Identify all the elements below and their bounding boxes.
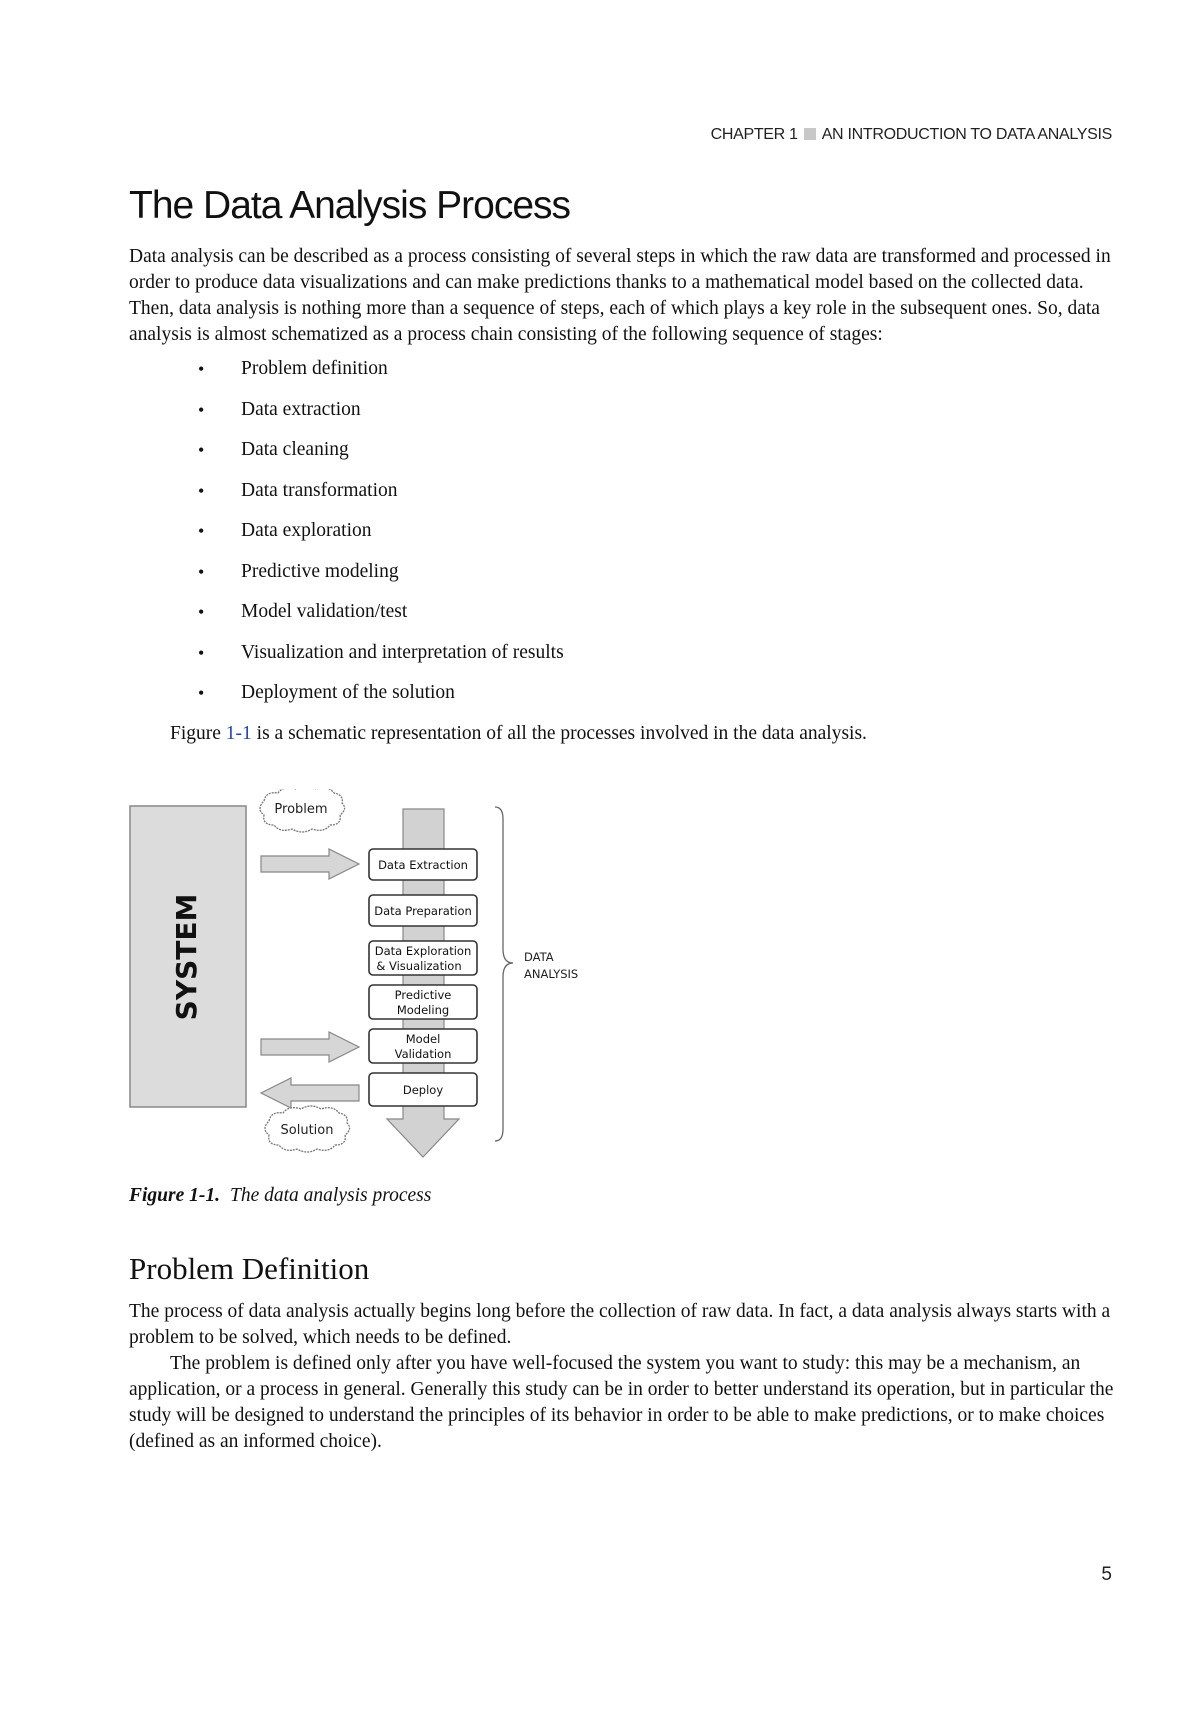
bullet-icon: • (198, 480, 205, 501)
list-item: • Visualization and interpretation of results (129, 640, 1114, 666)
problem-label: Problem (274, 801, 328, 817)
brace-label-line2: ANALYSIS (524, 966, 579, 981)
step-label: Data Extraction (378, 857, 468, 872)
bullet-icon: • (198, 359, 205, 379)
bullet-icon: • (198, 561, 205, 582)
step-label: Data Preparation (374, 903, 472, 918)
figure-data-analysis-process (129, 789, 599, 1179)
input-arrow-top (261, 849, 359, 879)
running-header (711, 126, 1112, 144)
list-item: • Data extraction (129, 397, 1114, 423)
list-item: • Deployment of the solution (129, 680, 1114, 706)
caption-label: Figure 1-1. (129, 1184, 221, 1206)
process-diagram (129, 789, 599, 1179)
step-label: Deploy (402, 1082, 444, 1097)
bullet-icon: • (198, 683, 205, 703)
page-number: 5 (1101, 1564, 1112, 1585)
list-item: • Problem definition (129, 356, 1114, 382)
chapter-number: CHAPTER 1 (710, 126, 798, 143)
solution-label: Solution (280, 1122, 334, 1138)
list-item: • Predictive modeling (129, 559, 1114, 585)
brace-label-line1: DATA (524, 949, 554, 964)
step-label: Data Exploration (374, 943, 472, 958)
chapter-title: AN INTRODUCTION TO DATA ANALYSIS (821, 126, 1112, 143)
page-content (129, 184, 1114, 1455)
bullet-icon: • (198, 440, 205, 460)
bullet-icon: • (198, 399, 205, 420)
step-label: Modeling (396, 1002, 450, 1017)
caption-text: The data analysis process (230, 1184, 432, 1206)
figure-reference-paragraph: Figure 1-1 is a schematic representation of all the processes involved in the data analysis. (170, 722, 867, 744)
list-item: • Data exploration (129, 518, 1114, 544)
bullet-icon: • (198, 642, 205, 663)
list-item: • Model validation/test (129, 599, 1114, 625)
bullet-icon: • (198, 521, 205, 541)
step-label: & Visualization (376, 958, 462, 973)
solution-cloud (265, 1106, 350, 1152)
bullet-icon: • (198, 602, 205, 622)
problem-paragraph-1: The process of data analysis actually begins long before the collection of raw data. In fact, a data analysis always starts with a problem to be solved, which needs to be defined. (129, 1300, 1111, 1348)
problem-paragraph-2: The problem is defined only after you have well-focused the system you want to study: this may be a mechanism, an application, or a process in general. Generally this study can be in order to better understand its operation, but in particular the study will be designed to understand the principles of its behavior in order to be able to make predictions, or to make choices (defined as an informed choice). (129, 1352, 1114, 1452)
problem-cloud (260, 789, 345, 832)
figure-caption (129, 1185, 1114, 1207)
step-label: Validation (394, 1046, 452, 1061)
figure-link[interactable]: 1-1 (225, 722, 252, 744)
output-arrow (261, 1078, 359, 1108)
list-item: • Data transformation (129, 478, 1114, 504)
list-item: • Data cleaning (129, 437, 1114, 463)
subsection-heading: Problem Definition (129, 1250, 370, 1286)
separator-square-icon (804, 128, 816, 140)
section-heading: The Data Analysis Process (129, 184, 571, 227)
brace-icon (495, 807, 513, 1141)
step-label: Model (405, 1031, 441, 1046)
input-arrow-bottom (261, 1032, 359, 1062)
step-label: Predictive (394, 987, 452, 1002)
system-label: SYSTEM (170, 893, 203, 1020)
stages-list (129, 356, 1114, 706)
intro-paragraph: Data analysis can be described as a process consisting of several steps in which the raw data are transformed and processed in order to produce data visualizations and can make predictions thanks to a mathematical model based on the collected data. Then, data analysis is nothing more than a sequence of steps, each of which plays a key role in the subsequent ones. So, data analysis is almost schematized as a process chain consisting of the following sequence of stages: (129, 246, 1111, 345)
